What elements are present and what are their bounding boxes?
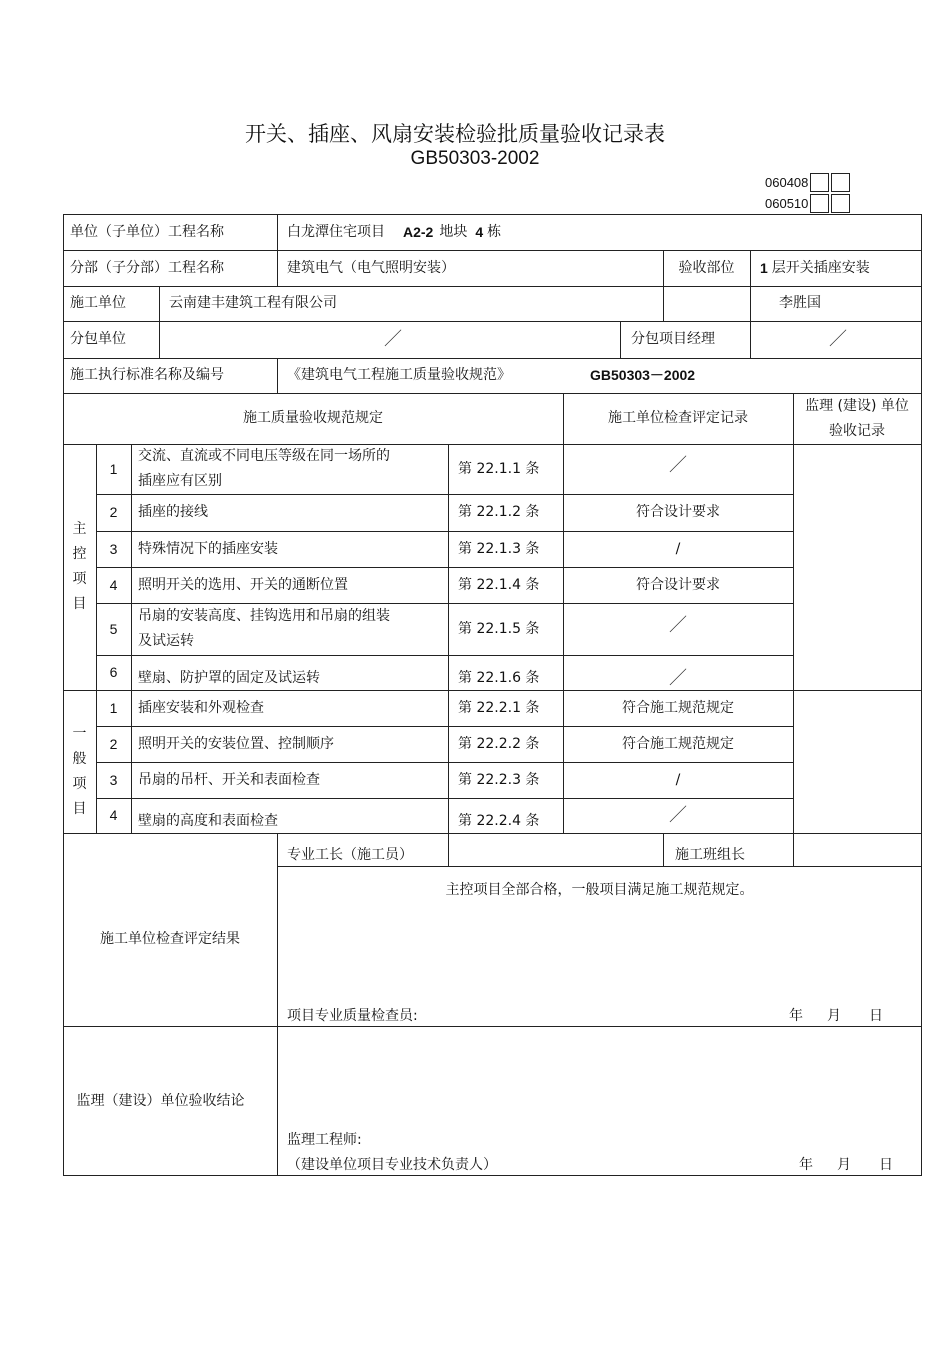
item-clause: 第 22.2.2 条 — [458, 735, 540, 752]
main-items-char: 目 — [72, 596, 87, 612]
contractor-value: 云南建丰建筑工程有限公司 — [169, 295, 337, 311]
acceptance-part-label: 验收部位 — [678, 259, 735, 276]
subcontractor-label: 分包单位 — [70, 331, 126, 347]
main-items-char: 主 — [72, 521, 87, 537]
item-description — [138, 444, 390, 494]
division-value: 建筑电气（电气照明安装） — [287, 259, 455, 276]
engineer-label: 监理工程师: — [287, 1131, 362, 1148]
item-description: 插座的接线 — [138, 504, 208, 520]
col-line — [750, 250, 751, 286]
item-description-line: 吊扇的安装高度、挂钩选用和吊扇的组装 — [138, 608, 390, 624]
supervision-date — [799, 1151, 893, 1179]
contractor-result-text: 主控项目全部合格，一般项目满足施工规范规定。 — [445, 881, 754, 898]
item-result: 符合设计要求 — [636, 504, 720, 520]
code-box[interactable] — [831, 173, 850, 192]
form-code-row — [765, 172, 850, 192]
code-box[interactable] — [810, 173, 829, 192]
subcontractor-value: ／ — [384, 329, 402, 350]
date-year: 年 — [799, 1156, 813, 1173]
acceptance-part-num: 1 — [760, 259, 768, 276]
item-number: 4 — [109, 807, 118, 823]
inspection-form-table — [63, 214, 922, 1176]
supervision-header-line2: 验收记录 — [829, 422, 885, 439]
sub-manager-label: 分包项目经理 — [631, 331, 715, 347]
spec-column-header: 施工质量验收规范规定 — [243, 410, 383, 426]
item-description: 照明开关的安装位置、控制顺序 — [138, 735, 334, 752]
item-result: ／ — [669, 614, 687, 636]
col-line — [277, 214, 278, 286]
item-number: 1 — [109, 699, 118, 716]
item-number: 5 — [109, 620, 118, 637]
item-number: 2 — [109, 735, 118, 752]
code-box[interactable] — [831, 194, 850, 213]
unit-value-building: 栋 — [487, 223, 502, 240]
col-line — [663, 286, 664, 321]
unit-value-name: 白龙潭住宅项目 — [287, 223, 385, 240]
unit-value — [287, 214, 501, 250]
unit-label: 单位（子单位）工程名称 — [70, 223, 224, 240]
main-items-char: 控 — [72, 546, 87, 562]
item-result: ／ — [669, 454, 687, 476]
form-code-row — [765, 193, 850, 213]
item-result: 符合施工规范规定 — [622, 699, 734, 716]
item-clause: 第 22.1.2 条 — [458, 504, 540, 520]
general-items-char: 一 — [72, 725, 87, 742]
acceptance-part-text: 层开关插座安装 — [771, 259, 870, 276]
item-clause: 第 22.1.6 条 — [458, 670, 540, 686]
sub-manager-value: ／ — [829, 329, 847, 350]
exec-standard-label: 施工执行标准名称及编号 — [70, 367, 224, 383]
item-description-line: 及试运转 — [138, 633, 194, 649]
date-year: 年 — [789, 1007, 803, 1024]
contractor-label: 施工单位 — [70, 295, 126, 311]
item-number: 1 — [109, 460, 118, 477]
owner-label: （建设单位项目专业技术负责人） — [287, 1156, 497, 1173]
inspector-label: 项目专业质量检查员: — [287, 1007, 418, 1024]
item-number: 2 — [109, 504, 118, 520]
item-result: 符合施工规范规定 — [622, 735, 734, 752]
project-manager-value: 李胜国 — [779, 295, 821, 311]
item-number: 3 — [109, 540, 118, 557]
col-line — [620, 321, 621, 358]
item-clause: 第 22.2.1 条 — [458, 699, 540, 716]
col-line — [159, 286, 160, 358]
item-result: ／ — [669, 668, 687, 689]
item-clause: 第 22.1.3 条 — [458, 540, 540, 557]
item-description: 照明开关的选用、开关的通断位置 — [138, 576, 348, 593]
team-leader-label: 施工班组长 — [675, 847, 745, 863]
date-day: 日 — [869, 1007, 883, 1024]
form-code: 060510 — [765, 195, 809, 211]
general-items-char: 目 — [72, 800, 87, 817]
item-description: 吊扇的吊杆、开关和表面检查 — [138, 771, 320, 788]
item-description: 壁扇、防护罩的固定及试运转 — [138, 670, 320, 686]
date-day: 日 — [879, 1156, 893, 1173]
item-description-line: 插座应有区别 — [138, 473, 222, 489]
division-label: 分部（子分部）工程名称 — [70, 259, 224, 276]
item-description: 壁扇的高度和表面检查 — [138, 813, 278, 829]
item-clause: 第 22.1.1 条 — [458, 460, 540, 477]
item-clause: 第 22.1.5 条 — [458, 620, 540, 637]
exec-standard-value: 《建筑电气工程施工质量验收规范》 — [287, 367, 511, 383]
col-line — [277, 358, 278, 393]
item-clause: 第 22.1.4 条 — [458, 576, 540, 593]
code-box[interactable] — [810, 194, 829, 213]
general-items-label — [63, 690, 96, 843]
inspector-date — [789, 1002, 883, 1030]
item-description: 特殊情况下的插座安装 — [138, 540, 278, 557]
page-title: 开关、插座、风扇安装检验批质量验收记录表 — [245, 122, 665, 146]
unit-value-block: A2-2 — [403, 223, 434, 240]
supervision-header-line1: 监理 (建设) 单位 — [805, 397, 909, 414]
item-description — [138, 603, 390, 655]
exec-standard-code: GB50303－2002 — [590, 367, 696, 383]
general-items-char: 项 — [72, 775, 87, 792]
unit-value-building-no: 4 — [475, 223, 484, 240]
item-number: 3 — [109, 771, 118, 788]
foreman-label: 专业工长（施工员） — [287, 847, 413, 863]
date-month: 月 — [827, 1007, 841, 1024]
main-items-char: 项 — [72, 571, 87, 587]
record-column-header: 施工单位检查评定记录 — [608, 410, 748, 426]
item-description: 插座安装和外观检查 — [138, 699, 264, 716]
col-line — [793, 393, 794, 866]
item-result: / — [675, 771, 681, 788]
general-items-char: 般 — [72, 750, 87, 767]
contractor-result-label: 施工单位检查评定结果 — [100, 931, 240, 947]
col-line — [131, 444, 132, 833]
item-result: ／ — [669, 805, 687, 826]
item-clause: 第 22.2.4 条 — [458, 813, 540, 829]
supervision-column-header — [793, 393, 921, 444]
col-line — [663, 833, 664, 866]
item-clause: 第 22.2.3 条 — [458, 771, 540, 788]
acceptance-part-value — [760, 250, 870, 286]
supervision-conclusion-label: 监理（建设）单位验收结论 — [76, 1092, 245, 1109]
item-number: 6 — [109, 664, 118, 680]
standard-code: GB50303-2002 — [410, 148, 540, 169]
item-result: / — [675, 540, 681, 557]
row-line — [63, 321, 922, 322]
item-result: 符合设计要求 — [636, 576, 720, 593]
main-items-label — [63, 444, 96, 690]
unit-value-plot: 地块 — [439, 223, 468, 240]
date-month: 月 — [837, 1156, 851, 1173]
item-description-line: 交流、直流或不同电压等级在同一场所的 — [138, 448, 390, 464]
form-code: 060408 — [765, 174, 809, 190]
item-number: 4 — [109, 576, 118, 593]
